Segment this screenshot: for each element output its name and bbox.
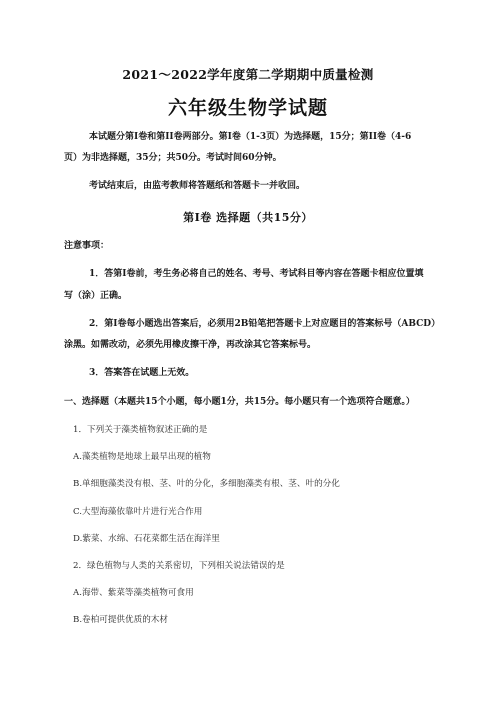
note-1-line-1: 1．答第I卷前，考生务必将自己的姓名、考号、考试科目等内容在答题卡相应位置填 — [89, 269, 424, 279]
note-3: 3．答案答在试题上无效。 — [89, 368, 195, 378]
question-2-option-a: A.海带、紫菜等藻类植物可食用 — [73, 588, 194, 598]
intro-line-3: 考试结束后，由监考教师将答题纸和答题卡一并收回。 — [89, 181, 306, 191]
note-2-line-1: 2．第I卷每小题选出答案后，必须用2B铅笔把答题卡上对应题目的答案标号（ABCD） — [89, 319, 441, 329]
intro-line-1: 本试题分第I卷和第II卷两部分。第I卷（1-3页）为选择题，15分；第II卷（4-6 — [89, 132, 412, 142]
subject-title: 六年级生物学试题 — [167, 97, 328, 119]
question-1-option-a: A.藻类植物是地球上最早出现的植物 — [73, 452, 211, 462]
part-heading: 一、选择题（本题共15个小题，每小题1分，共15分。每小题只有一个选项符合题意。） — [64, 397, 415, 407]
note-1-line-2: 写（涂）正确。 — [64, 291, 128, 301]
question-2-option-b: B.卷柏可提供优质的木材 — [73, 615, 168, 625]
exam-title: 2021～2022学年度第二学期期中质量检测 — [122, 67, 374, 82]
question-1-stem: 1．下列关于藻类植物叙述正确的是 — [73, 425, 208, 435]
question-1-option-c: C.大型海藻依靠叶片进行光合作用 — [73, 507, 203, 517]
section-title: 第I卷 选择题（共15分） — [183, 211, 313, 224]
question-1-option-d: D.紫菜、水绵、石花菜都生活在海洋里 — [73, 534, 220, 544]
intro-line-2: 页）为非选择题，35分；共50分。考试时间60分钟。 — [64, 153, 282, 163]
question-1-option-b: B.单细胞藻类没有根、茎、叶的分化，多细胞藻类有根、茎、叶的分化 — [73, 479, 340, 489]
note-2-line-2: 涂黑。如需改动，必须先用橡皮擦干净，再改涂其它答案标号。 — [64, 340, 317, 350]
notes-heading: 注意事项： — [64, 241, 110, 251]
question-2-stem: 2．绿色植物与人类的关系密切，下列相关说法错误的是 — [73, 561, 285, 571]
